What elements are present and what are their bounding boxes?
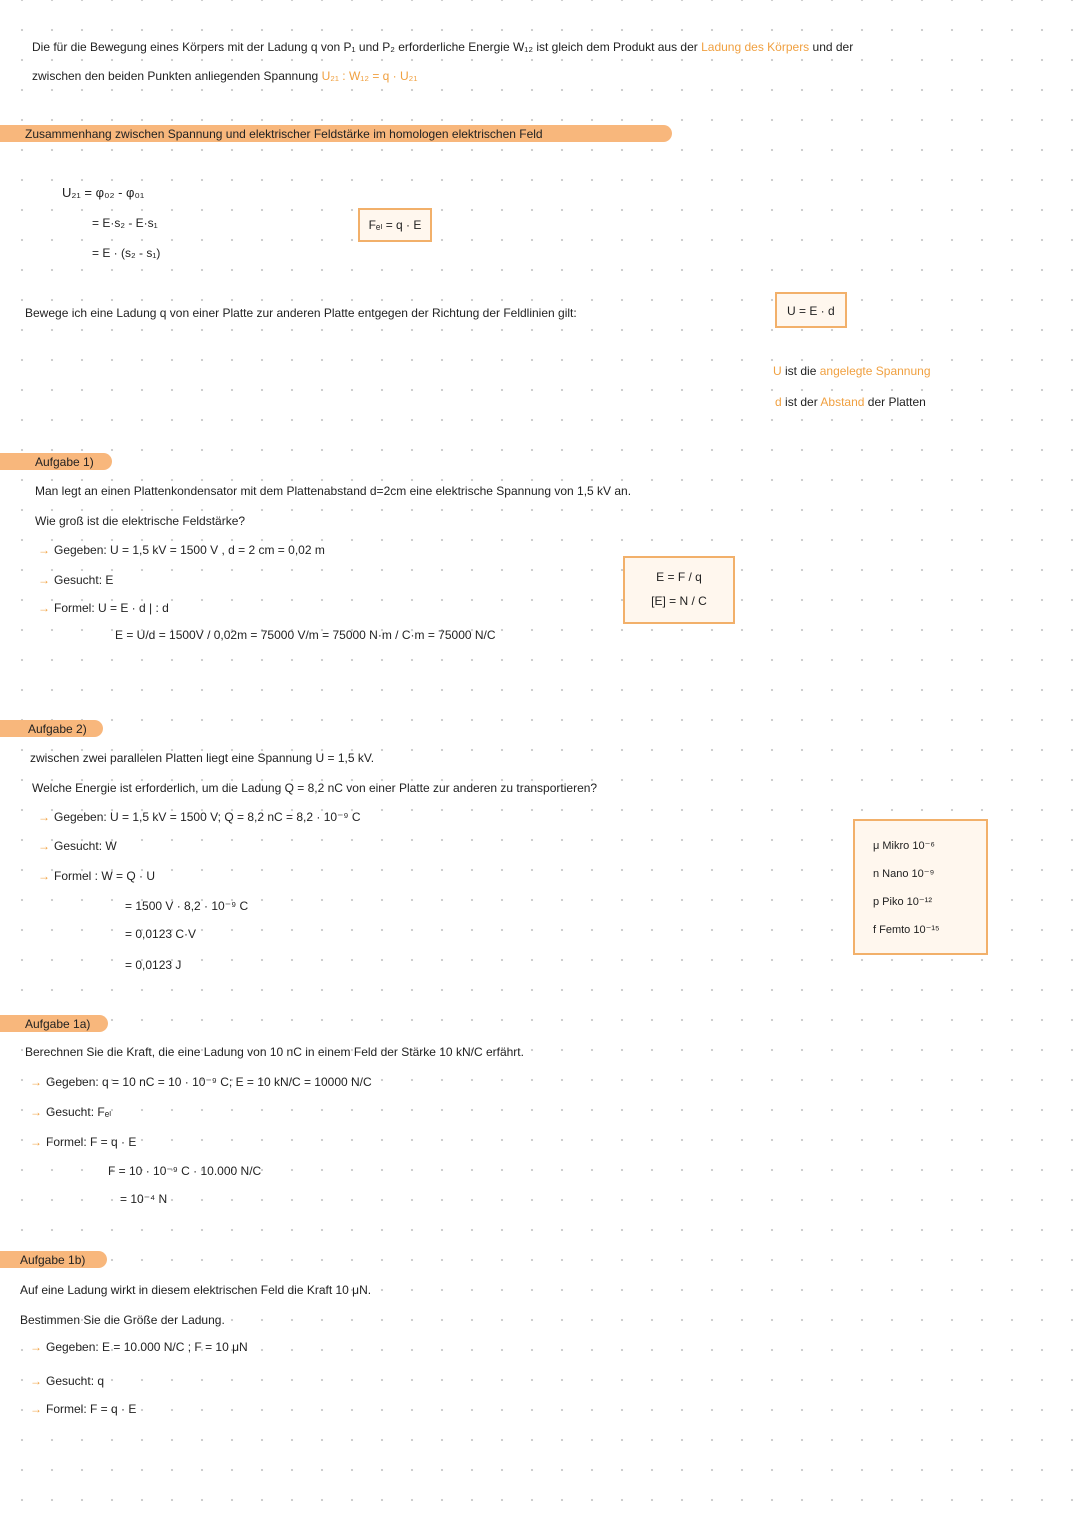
derivation-line: = E·s₂ - E·s₁ (92, 216, 158, 230)
task-text: Berechnen Sie die Kraft, die eine Ladung von 10 nC in einem Feld der Stärke 10 kN/C erfährt. (25, 1045, 524, 1059)
wanted-text: Gesucht: Fₑₗ (46, 1105, 112, 1119)
prefix-row: p Piko 10⁻¹² (873, 896, 932, 908)
wanted-text: Gesucht: W (54, 839, 117, 853)
task-text: Man legt an einen Plattenkondensator mit dem Plattenabstand d=2cm eine elektrische Spannung von 1,5 kV an. (35, 484, 632, 498)
note-text: der Platten (867, 395, 926, 409)
intro-line-2 (32, 69, 417, 83)
task-text: Welche Energie ist erforderlich, um die Ladung Q = 8,2 nC von einer Platte zur anderen zu transportieren? (32, 781, 598, 795)
formula-text: Formel: F = q · E (46, 1402, 137, 1416)
voltage-formula-box (775, 292, 847, 328)
given-line (30, 1340, 248, 1354)
task-title: Aufgabe 1) (35, 455, 94, 469)
note-text: ist die (785, 364, 817, 378)
note-voltage (773, 364, 931, 378)
wanted-text: Gesucht: E (54, 573, 114, 587)
arrow-icon: → (38, 839, 50, 853)
force-formula: Fₑₗ = q · E (368, 218, 422, 232)
prefix-table-box (853, 819, 988, 955)
arrow-icon: → (30, 1402, 42, 1416)
arrow-icon: → (38, 810, 50, 824)
arrow-icon: → (30, 1135, 42, 1149)
wanted-line (30, 1374, 104, 1388)
note-distance (775, 395, 926, 409)
formula-line (38, 869, 155, 883)
prefix-row: f Femto 10⁻¹⁵ (873, 924, 940, 936)
given-line (38, 543, 325, 557)
formula-line (30, 1402, 136, 1416)
arrow-icon: → (30, 1075, 42, 1089)
note-highlight: Abstand (820, 395, 865, 409)
intro-line-1 (32, 40, 853, 54)
note-highlight: angelegte (819, 364, 873, 378)
calculation-step: = 1500 V · 8,2 · 10⁻⁹ C (125, 899, 249, 913)
arrow-icon: → (38, 601, 50, 615)
wanted-text: Gesucht: q (46, 1374, 105, 1388)
calculation-step: = 10⁻⁴ N (120, 1192, 168, 1206)
given-text: Gegeben: q = 10 nC = 10 · 10⁻⁹ C; E = 10 kN/C = 10000 N/C (46, 1075, 372, 1089)
note-text: ist der (785, 395, 818, 409)
calculation-step: F = 10 · 10⁻⁹ C · 10.000 N/C (108, 1164, 262, 1178)
prefix-row: μ Mikro 10⁻⁶ (873, 840, 935, 852)
task-title: Aufgabe 2) (28, 722, 87, 736)
force-formula-box (358, 208, 432, 242)
arrow-icon: → (38, 869, 50, 883)
task-text: Auf eine Ladung wirkt in diesem elektrischen Feld die Kraft 10 μN. (20, 1283, 372, 1297)
given-line (38, 810, 361, 824)
derivation-line: U₂₁ = φ₀₂ - φ₀₁ (62, 185, 145, 200)
intro-text: zwischen den beiden Punkten anliegenden Spannung (32, 69, 319, 83)
calculation-step: = 0,0123 C·V (125, 927, 197, 941)
formula-line (38, 601, 169, 615)
intro-text: Die für die Bewegung eines Körpers mit der Ladung q von P₁ und P₂ erforderliche Energie W₁₂ ist gleich dem Produkt aus der (32, 40, 698, 54)
calculation-step: = 0,0123 J (125, 958, 182, 972)
box-line: E = F / q (656, 570, 702, 584)
formula-text: Formel: U = E · d | : d (54, 601, 169, 615)
field-strength-box (623, 556, 735, 624)
task-title: Aufgabe 1a) (25, 1017, 91, 1031)
wanted-line (38, 573, 113, 587)
task-title: Aufgabe 1b) (20, 1253, 86, 1267)
task-text: zwischen zwei parallelen Platten liegt eine Spannung U = 1,5 kV. (30, 751, 375, 765)
given-text: Gegeben: U = 1,5 kV = 1500 V , d = 2 cm = 0,02 m (54, 543, 325, 557)
energy-formula: U₂₁ : W₁₂ = q · U₂₁ (321, 69, 418, 83)
arrow-icon: → (30, 1374, 42, 1388)
prefix-row: n Nano 10⁻⁹ (873, 868, 935, 880)
arrow-icon: → (38, 573, 50, 587)
section-heading: Zusammenhang zwischen Spannung und elektrischer Feldstärke im homologen elektrischen Feld (25, 127, 543, 141)
formula-text: Formel: F = q · E (46, 1135, 137, 1149)
note-var: U (773, 364, 782, 378)
given-text: Gegeben: E = 10.000 N/C ; F = 10 μN (46, 1340, 248, 1354)
given-text: Gegeben: U = 1,5 kV = 1500 V; Q = 8,2 nC = 8,2 · 10⁻⁹ C (54, 810, 361, 824)
formula-line (30, 1135, 136, 1149)
statement-text: Bewege ich eine Ladung q von einer Platte zur anderen Platte entgegen der Richtung der Feldlinien gilt: (25, 306, 577, 320)
derivation-line: = E · (s₂ - s₁) (92, 246, 161, 260)
calculation-step: E = U/d = 1500V / 0,02m = 75000 V/m = 75000 N·m / C·m = 75000 N/C (115, 628, 496, 642)
note-highlight: Spannung (875, 364, 931, 378)
task-text: Bestimmen Sie die Größe der Ladung. (20, 1313, 225, 1327)
voltage-formula: U = E · d (787, 304, 835, 318)
intro-text: und der (812, 40, 854, 54)
wanted-line (38, 839, 117, 853)
wanted-line (30, 1105, 111, 1119)
arrow-icon: → (38, 543, 50, 557)
highlight-text: Ladung des Körpers (701, 40, 810, 54)
arrow-icon: → (30, 1340, 42, 1354)
arrow-icon: → (30, 1105, 42, 1119)
task-text: Wie groß ist die elektrische Feldstärke? (35, 514, 246, 528)
note-var: d (775, 395, 782, 409)
given-line (30, 1075, 372, 1089)
formula-text: Formel : W = Q · U (54, 869, 156, 883)
box-line: [E] = N / C (651, 594, 707, 608)
